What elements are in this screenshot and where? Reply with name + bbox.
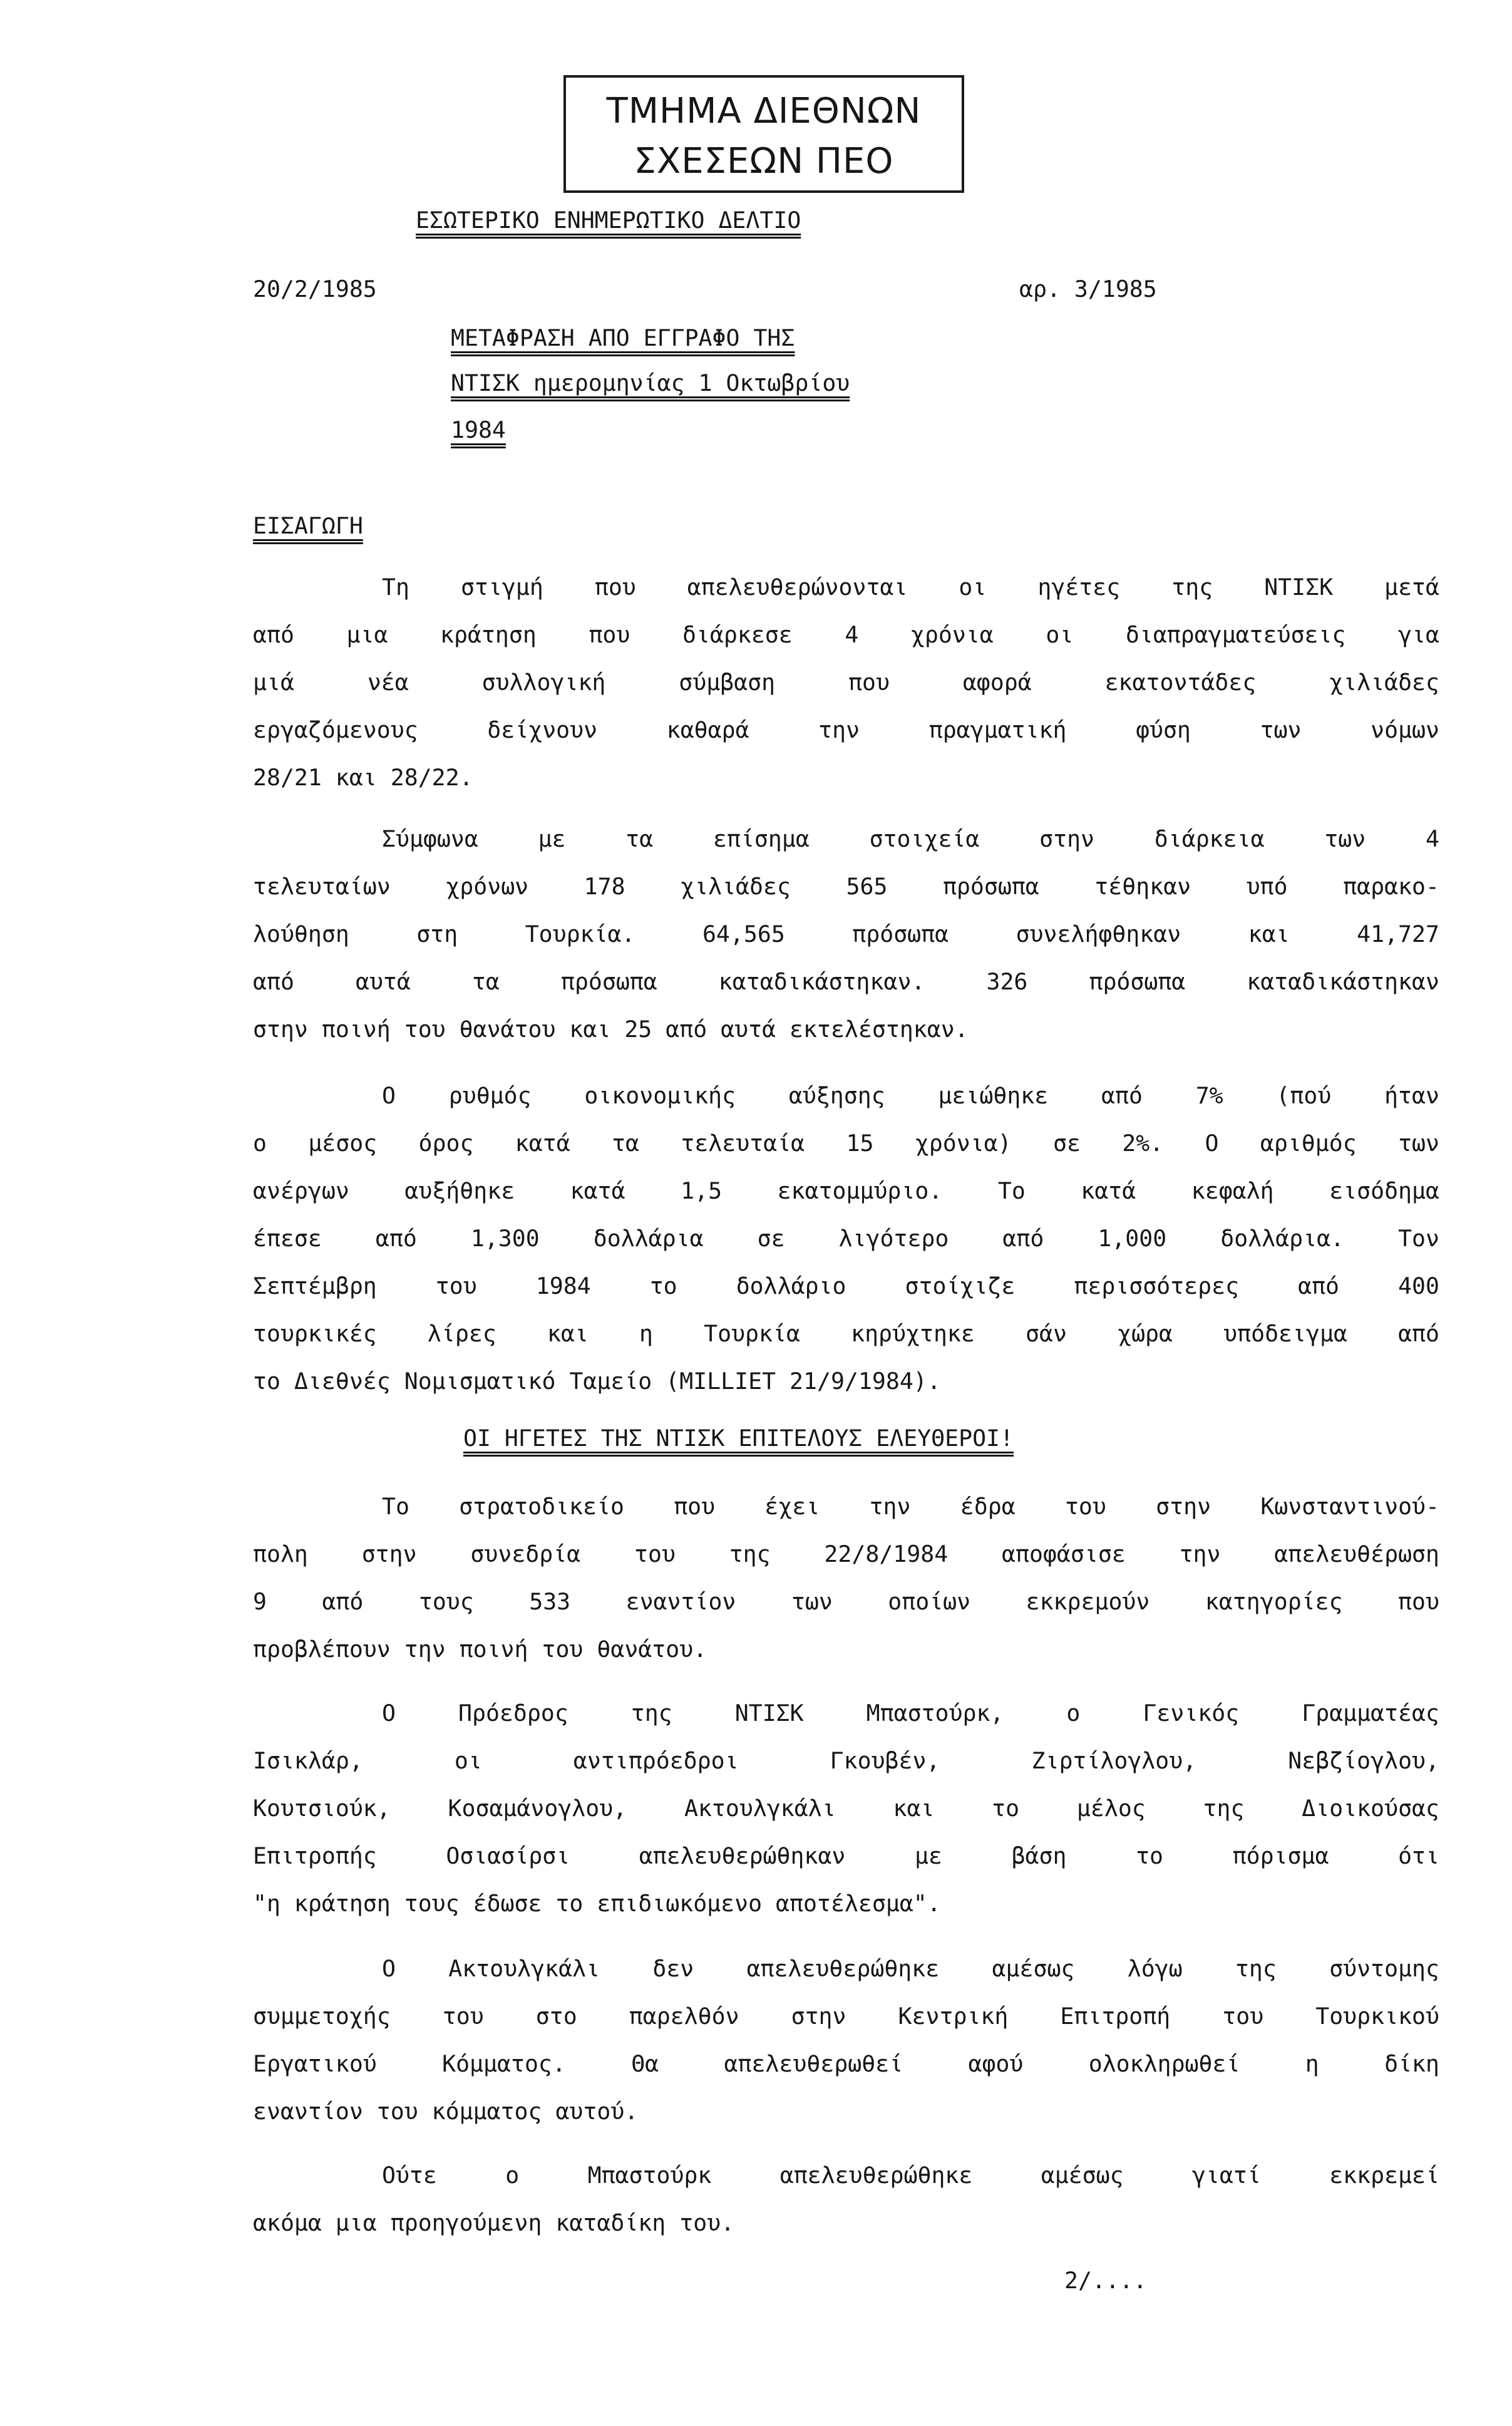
text-line: από αυτά τα πρόσωπα καταδικάστηκαν. 326 πρόσωπα καταδικάστηκαν bbox=[253, 968, 1439, 995]
text-line: εργαζόμενους δείχνουν καθαρά την πραγματική φύση των νόμων bbox=[253, 716, 1439, 743]
stamp-line-2: ΣΧΕΣΕΩΝ ΠΕΟ bbox=[634, 141, 894, 182]
intro-paragraph-3 bbox=[253, 1072, 1439, 1405]
department-stamp bbox=[563, 75, 964, 193]
text-line: Κουτσιούκ, Κοσαμάνογλου, Ακτουλγκάλι και το μέλος της Διοικούσας bbox=[253, 1795, 1439, 1822]
text-line: Ο Ακτουλγκάλι δεν απελευθερώθηκε αμέσως λόγω της σύντομης bbox=[382, 1955, 1439, 1982]
reference-number: αρ. 3/1985 bbox=[1019, 276, 1157, 302]
text-line: από μια κράτηση που διάρκεσε 4 χρόνια οι διαπραγματεύσεις για bbox=[253, 621, 1439, 648]
text-line: 28/21 και 28/22. bbox=[253, 764, 473, 791]
text-line: τελευταίων χρόνων 178 χιλιάδες 565 πρόσωπα τέθηκαν υπό παρακο- bbox=[253, 873, 1439, 900]
section-heading-leaders-released: ΟΙ ΗΓΕΤΕΣ ΤΗΣ ΝΤΙΣΚ ΕΠΙΤΕΛΟΥΣ ΕΛΕΥΘΕΡΟΙ! bbox=[463, 1425, 1014, 1452]
text-line: "η κράτηση τους έδωσε το επιδιωκόμενο αποτέλεσμα". bbox=[253, 1890, 941, 1917]
subtitle-line-2: ΝΤΙΣΚ ημερομηνίας 1 Οκτωβρίου bbox=[451, 369, 850, 396]
text-line: προβλέπουν την ποινή του θανάτου. bbox=[253, 1636, 707, 1663]
stamp-line-1: ΤΜΗΜΑ ΔΙΕΘΝΩΝ bbox=[606, 91, 922, 132]
text-line: 9 από τους 533 εναντίον των οποίων εκκρεμούν κατηγορίες που bbox=[253, 1588, 1439, 1615]
text-line: Ισικλάρ, οι αντιπρόεδροι Γκουβέν, Ζιρτίλογλου, Νεβζίογλου, bbox=[253, 1747, 1439, 1774]
text-line: ακόμα μια προηγούμενη καταδίκη του. bbox=[253, 2209, 735, 2236]
leaders-paragraph-1 bbox=[253, 1483, 1439, 1673]
document-title: ΕΣΩΤΕΡΙΚΟ ΕΝΗΜΕΡΩΤΙΚΟ ΔΕΛΤΙΟ bbox=[416, 207, 801, 234]
subtitle-line-1: ΜΕΤΑΦΡΑΣΗ ΑΠΟ ΕΓΓΡΑΦΟ ΤΗΣ bbox=[451, 324, 795, 351]
text-line: Ο Πρόεδρος της ΝΤΙΣΚ Μπαστούρκ, ο Γενικός Γραμματέας bbox=[382, 1700, 1439, 1727]
leaders-paragraph-4 bbox=[253, 2152, 1439, 2247]
text-line: το Διεθνές Νομισματικό Ταμείο (MILLIET 21/9/1984). bbox=[253, 1368, 941, 1395]
text-line: Εργατικού Κόμματος. Θα απελευθερωθεί αφού ολοκληρωθεί η δίκη bbox=[253, 2050, 1439, 2077]
text-line: Ούτε ο Μπαστούρκ απελευθερώθηκε αμέσως γιατί εκκρεμεί bbox=[382, 2162, 1439, 2189]
leaders-paragraph-2 bbox=[253, 1690, 1439, 1928]
text-line: συμμετοχής του στο παρελθόν στην Κεντρική Επιτροπή του Τουρκικού bbox=[253, 2003, 1439, 2030]
text-line: έπεσε από 1,300 δολλάρια σε λιγότερο από 1,000 δολλάρια. Τον bbox=[253, 1225, 1439, 1252]
text-line: ο μέσος όρος κατά τα τελευταία 15 χρόνια) σε 2%. Ο αριθμός των bbox=[253, 1130, 1439, 1157]
intro-paragraph-1 bbox=[253, 564, 1439, 802]
text-line: μιά νέα συλλογική σύμβαση που αφορά εκατοντάδες χιλιάδες bbox=[253, 669, 1439, 696]
text-line: πολη στην συνεδρία του της 22/8/1984 αποφάσισε την απελευθέρωση bbox=[253, 1541, 1439, 1567]
text-line: Επιτροπής Οσιασίρσι απελευθερώθηκαν με βάση το πόρισμα ότι bbox=[253, 1842, 1439, 1869]
subtitle-line-3: 1984 bbox=[451, 416, 506, 443]
text-line: Σύμφωνα με τα επίσημα στοιχεία στην διάρκεια των 4 bbox=[382, 825, 1439, 852]
text-line: τουρκικές λίρες και η Τουρκία κηρύχτηκε σάν χώρα υπόδειγμα από bbox=[253, 1320, 1439, 1347]
text-line: εναντίον του κόμματος αυτού. bbox=[253, 2098, 639, 2125]
text-line: Το στρατοδικείο που έχει την έδρα του στην Κωνσταντινού- bbox=[382, 1493, 1439, 1520]
intro-paragraph-2 bbox=[253, 815, 1439, 1053]
text-line: λούθηση στη Τουρκία. 64,565 πρόσωπα συνελήφθηκαν και 41,727 bbox=[253, 921, 1439, 947]
text-line: Τη στιγμή που απελευθερώνονται οι ηγέτες της ΝΤΙΣΚ μετά bbox=[382, 574, 1439, 601]
document-date: 20/2/1985 bbox=[253, 276, 377, 302]
text-line: στην ποινή του θανάτου και 25 από αυτά εκτελέστηκαν. bbox=[253, 1016, 969, 1043]
text-line: Ο ρυθμός οικονομικής αύξησης μειώθηκε από 7% (πού ήταν bbox=[382, 1082, 1439, 1109]
text-line: ανέργων αυξήθηκε κατά 1,5 εκατομμύριο. Το κατά κεφαλή εισόδημα bbox=[253, 1177, 1439, 1204]
section-heading-introduction: ΕΙΣΑΓΩΓΗ bbox=[253, 512, 363, 539]
text-line: Σεπτέμβρη του 1984 το δολλάριο στοίχιζε περισσότερες από 400 bbox=[253, 1272, 1439, 1299]
page-continuation-marker: 2/.... bbox=[1064, 2267, 1147, 2294]
leaders-paragraph-3 bbox=[253, 1945, 1439, 2135]
